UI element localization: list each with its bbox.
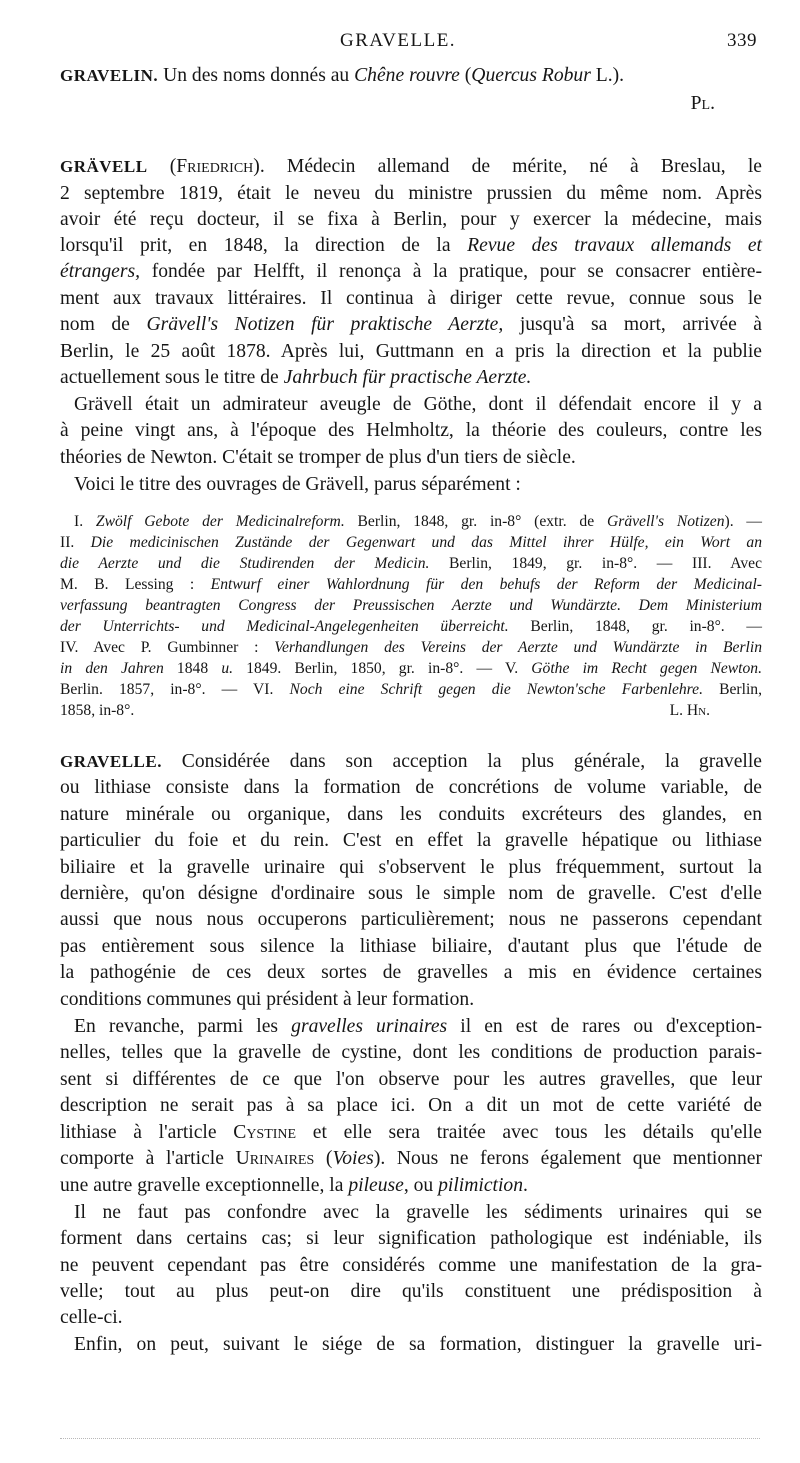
italic-text: der Unterrichts- und Medicinal-Angelegenheiten überreicht. (60, 618, 509, 635)
italic-text: u. (221, 660, 234, 677)
text-run: ment aux travaux littéraires. Il continua à diriger cette revue, connue sous le (60, 288, 762, 309)
gravelle-text-line (60, 933, 762, 960)
bibliography-line (74, 512, 762, 532)
gravelle-text-line (60, 1066, 762, 1093)
text-run: Berlin, 1848, gr. in-8° (extr. de (344, 513, 607, 530)
small-caps-text: Urinaires (235, 1148, 315, 1169)
bibliography-line (60, 638, 762, 658)
signature-text: Pl. (690, 93, 715, 114)
gravelle-text-line (60, 1092, 762, 1119)
text-run: à peine vingt ans, à l'époque des Helmholtz, la théorie des couleurs, contre les (60, 420, 762, 441)
gravelle-text-line (60, 959, 762, 986)
italic-text: pileuse (348, 1175, 404, 1196)
gravelle-text-line (60, 1172, 762, 1199)
text-run: jusqu'à sa mort, arrivée à (503, 314, 763, 335)
gravelle-text-line (74, 1199, 762, 1226)
small-caps-text: Friedrich (176, 156, 254, 177)
italic-text: Chêne rouvre (354, 65, 460, 86)
gravell-text-line (74, 391, 762, 418)
text-run: ( (147, 156, 177, 177)
entry-headword: GRÄVELL (60, 157, 148, 176)
text-run: conditions communes qui président à leur formation. (60, 989, 475, 1010)
gravell-text-line (60, 364, 762, 391)
text-run: II. (60, 534, 91, 551)
gravell-text-line (60, 444, 762, 471)
text-run: . (523, 1175, 528, 1196)
italic-text: Revue des travaux allemands et (467, 235, 762, 256)
text-run: IV. Avec P. Gumbinner : (60, 639, 275, 656)
text-run: 2 septembre 1819, était le neveu du ministre prussien du même nom. Après (60, 183, 762, 204)
text-run: il en est de rares ou d'exception- (447, 1016, 763, 1037)
page-number: 339 (727, 30, 757, 51)
gravelle-text-line (60, 827, 762, 854)
gravelle-text-line (60, 1225, 762, 1252)
gravelle-text-line (60, 854, 762, 881)
text-run: ou lithiase consiste dans la formation de concrétions de volume variable, de (60, 777, 762, 798)
entry-headword: GRAVELLE. (60, 752, 162, 771)
text-run: la pathogénie de ces deux sortes de gravelles a mis en évidence certaines (60, 962, 762, 983)
bibliography-line (60, 659, 762, 679)
text-run: nelles, telles que la gravelle de cystine, dont les conditions de production parais- (60, 1042, 762, 1063)
entry-headword: GRAVELIN. (60, 66, 159, 85)
text-run: description ne serait pas à sa place ici. On a dit un mot de cette variété de (60, 1095, 762, 1116)
bibliography-last-line (60, 701, 762, 721)
text-run: Berlin, (702, 681, 762, 698)
text-run: L.). (590, 65, 625, 86)
italic-text: étrangers, (60, 261, 141, 282)
gravelle-text-line (60, 1252, 762, 1279)
gravell-text-line (60, 206, 762, 233)
text-run: ( (314, 1148, 333, 1169)
text-run: particulier du foie et du rein. C'est en effet la gravelle hépatique ou lithiase (60, 830, 762, 851)
gravell-text-line (60, 258, 762, 285)
bibliography-line (60, 554, 762, 574)
bibliography-line (60, 596, 762, 616)
text-run: Considérée dans son acception la plus générale, la gravelle (161, 751, 762, 772)
text-run: nom de (60, 314, 147, 335)
italic-text: Quercus Robur (471, 65, 591, 86)
bibliography-line (60, 533, 762, 553)
gravelle-text-line (74, 1013, 762, 1040)
text-run: M. B. Lessing : (60, 576, 211, 593)
text-run: dernière, qu'on désigne d'ordinaire sous le simple nom de gravelle. C'est d'elle (60, 883, 762, 904)
italic-text: Zwölf Gebote der Medicinalreform. (95, 513, 345, 530)
text-run: lithiase à l'article (60, 1122, 234, 1143)
text-run: une autre gravelle exceptionnelle, la (60, 1175, 349, 1196)
text-run: ( (459, 65, 472, 86)
text-run: ). — (724, 513, 763, 530)
gravell-text-line (74, 471, 762, 498)
italic-text: Die medicinischen Zustände der Gegenwart und das Mittel ihrer Hülfe, ein Wort an (90, 534, 763, 551)
text-run: nature minérale ou organique, dans les conduits excréteurs des glandes, en (60, 804, 762, 825)
gravell-text-line (60, 232, 762, 259)
gravell-text-line (60, 338, 762, 365)
text-run: celle-ci. (60, 1307, 123, 1328)
text-run: 1849. Berlin, 1850, gr. in-8°. — V. (233, 660, 532, 677)
italic-text: verfassung beantragten Congress der Preussischen Aerzte und Wundärzte. Dem Ministerium (60, 597, 762, 614)
entry-gravelin-line (60, 62, 762, 89)
author-signature: L. Hn. (669, 702, 710, 719)
gravell-text-line (60, 417, 762, 444)
text-run: Enfin, on peut, suivant le siége de sa formation, distinguer la gravelle uri- (74, 1334, 762, 1355)
small-caps-text: Cystine (233, 1122, 297, 1143)
gravelle-text-line (60, 774, 762, 801)
gravelle-text-line (60, 801, 762, 828)
italic-text: Entwurf einer Wahlordnung für den behufs der Reform der Medicinal- (210, 576, 763, 593)
text-run: biliaire et la gravelle urinaire qui s'observent le plus fréquemment, surtout la (60, 857, 762, 878)
text-run: Berlin, le 25 août 1878. Après lui, Guttmann en a pris la direction et la publie (60, 341, 762, 362)
text-run: lorsqu'il prit, en 1848, la direction de la (60, 235, 468, 256)
gravelle-text-line (60, 1278, 762, 1305)
text-run: 1848 (163, 660, 222, 677)
text-run: fondée par Helfft, il renonça à la pratique, pour se consacrer entière- (140, 261, 762, 282)
gravelle-text-line (60, 906, 762, 933)
gravelle-text-line (60, 1119, 762, 1146)
italic-text: in den Jahren (60, 660, 164, 677)
italic-text: Göthe im Recht gegen Newton. (531, 660, 762, 677)
text-run: et elle sera traitée avec tous les détails qu'elle (296, 1122, 762, 1143)
gravell-text-line (60, 153, 762, 180)
text-run: Grävell était un admirateur aveugle de Göthe, dont il défendait encore il y a (74, 394, 762, 415)
bibliography-line (60, 680, 762, 700)
gravelle-text-line (60, 1039, 762, 1066)
italic-text: gravelles urinaires (291, 1016, 448, 1037)
text-run: théories de Newton. C'était se tromper de plus d'un tiers de siècle. (60, 447, 576, 468)
text-run: sent si différentes de ce que l'on observe pour les autres gravelles, que leur (60, 1069, 762, 1090)
text-run: Berlin, 1848, gr. in-8°. — (508, 618, 763, 635)
text-run: En revanche, parmi les (74, 1016, 292, 1037)
gravelle-text-line (60, 1304, 762, 1331)
text-run: Voici le titre des ouvrages de Grävell, parus séparément : (74, 474, 521, 495)
gravelle-text-line (60, 986, 762, 1013)
gravelle-text-line (74, 1331, 762, 1358)
italic-text: Grävell's Notizen (606, 513, 725, 530)
text-run: Berlin, 1849, gr. in-8°. — III. Avec (429, 555, 762, 572)
text-run: comporte à l'article (60, 1148, 236, 1169)
text-run: Il ne faut pas confondre avec la gravelle les sédiments urinaires qui se (74, 1202, 762, 1223)
text-run: ). Médecin allemand de mérite, né à Breslau, le (253, 156, 762, 177)
running-header-title: GRAVELLE. (340, 30, 457, 51)
text-run: aussi que nous nous occuperons particulièrement; nous ne passerons cependant (60, 909, 762, 930)
text-run: ). Nous ne ferons également que mentionner (373, 1148, 762, 1169)
gravell-text-line (60, 180, 762, 207)
text-run: actuellement sous le titre de (60, 367, 284, 388)
italic-text: Grävell's Notizen für praktische Aerzte, (146, 314, 504, 335)
gravelle-text-line (60, 748, 762, 775)
bibliography-line (60, 575, 762, 595)
gravell-text-line (60, 285, 762, 312)
italic-text: Noch eine Schrift gegen die Newton'sche Farbenlehre. (289, 681, 703, 698)
text-run: pas entièrement sous silence la lithiase biliaire, d'autant plus que l'étude de (60, 936, 762, 957)
italic-text: Jahrbuch für practische Aerzte. (283, 367, 532, 388)
gravelle-text-line (60, 1145, 762, 1172)
italic-text: pilimiction (438, 1175, 524, 1196)
text-run: Berlin. 1857, in-8°. — VI. (60, 681, 290, 698)
italic-text: die Aerzte und die Studirenden der Medicin. (60, 555, 430, 572)
bibliography-end: 1858, in-8°. (60, 702, 135, 719)
gravelle-text-line (60, 880, 762, 907)
text-run: avoir été reçu docteur, il se fixa à Berlin, pour y exercer la médecine, mais (60, 209, 762, 230)
text-run: Un des noms donnés au (158, 65, 355, 86)
entry-gravelin-signature (60, 90, 715, 117)
text-run: forment dans certains cas; si leur signification pathologique est indéniable, ils (60, 1228, 762, 1249)
bottom-scan-artifact (60, 1438, 760, 1439)
text-run: ne peuvent cependant pas être considérés comme une manifestation de la gra- (60, 1255, 762, 1276)
text-run: velle; tout au plus peut-on dire qu'ils constituent une prédisposition à (60, 1281, 762, 1302)
text-run: I. (74, 513, 96, 530)
text-run: , ou (403, 1175, 439, 1196)
italic-text: Verhandlungen des Vereins der Aerzte und Wundärzte in Berlin (274, 639, 762, 656)
bibliography-line (60, 617, 762, 637)
italic-text: Voies (332, 1148, 374, 1169)
gravell-text-line (60, 311, 762, 338)
